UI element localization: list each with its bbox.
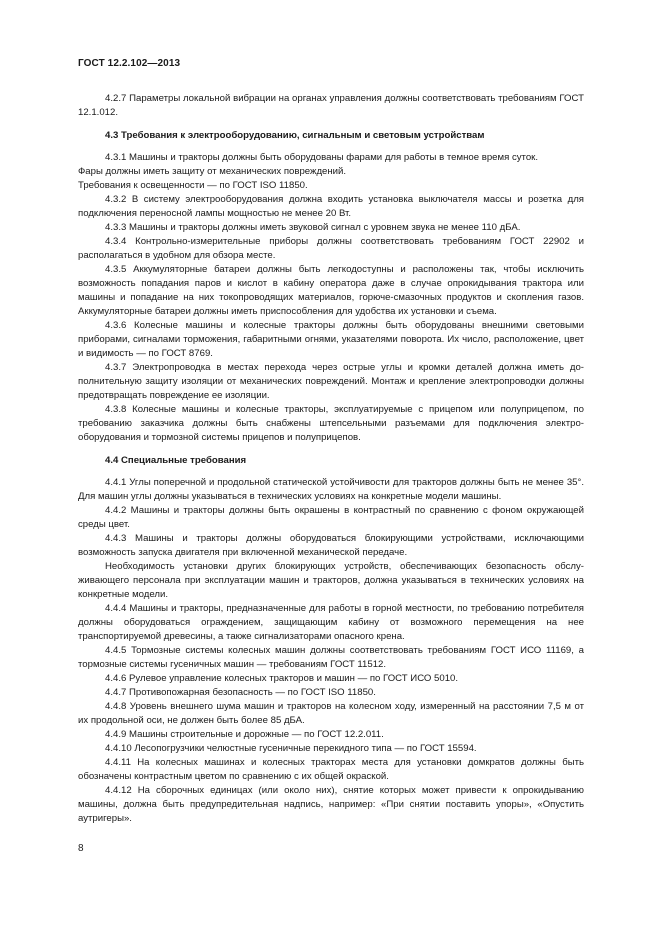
paragraph-4-3-8: 4.3.8 Колесные машины и колесные тракторы, эксплуатируемые с прицепом или полуприцепом, по требованию заказчика должны быть снабжены штепсельными разъемами для подключения электрооборудования и тормозной системы прицепов и полуприцепов. bbox=[78, 404, 584, 443]
section-heading-4-3: 4.3 Требования к электрооборудованию, сигнальным и световым устройствам bbox=[105, 130, 485, 141]
paragraph-4-4-4: 4.4.4 Машины и тракторы, предназначенные для работы в горной местности, по требованию потребителя должны оборудоваться ограждением, защищающим кабину от возможного перемещения на нее транспортируемой древесины, а также сигнализаторами опасного крена. bbox=[78, 603, 584, 642]
paragraph-4-4-8: 4.4.8 Уровень внешнего шума машин и тракторов на колесном ходу, измеренный на расстоянии 7,5 м от их продольной оси, не должен быть более 85 дБА. bbox=[78, 701, 584, 726]
paragraph-4-4-5: 4.4.5 Тормозные системы колесных машин должны соответствовать требованиям ГОСТ ИСО 11169, а тормозные системы гусеничных машин — требованиям ГОСТ 11512. bbox=[78, 645, 584, 670]
paragraph-4-4-12: 4.4.12 На сборочных единицах (или около них), снятие которых может привести к опрокидыванию машины, должна быть предупредительная надпись, например: «При снятии поставить упоры», «Опустить аутригеры». bbox=[78, 785, 584, 824]
paragraph-4-3-3: 4.3.3 Машины и тракторы должны иметь звуковой сигнал с уровнем звука не менее 110 дБА. bbox=[105, 222, 521, 233]
paragraph-4-3-5: 4.3.5 Аккумуляторные батареи должны быть легкодоступны и расположены так, чтобы исключить возможность попадания паров и кислот в кабину оператора даже в случае опрокидывания трактора или машины и попадание на них токопроводящих материалов, горюче-смазочных продуктов и скопления газов. Аккумуляторные батареи должны иметь приспособления для удобства их установки и съема. bbox=[78, 264, 584, 317]
paragraph-4-2-7: 4.2.7 Параметры локальной вибрации на органах управления должны соответствовать требованиям ГОСТ 12.1.012. bbox=[78, 93, 584, 118]
paragraph-4-4-3-b: Необходимость установки других блокирующих устройств, обеспечивающих безопасность обслуживающего персонала при эксплуатации машин и тракторов, должна указываться в технических условиях на конкретные модели. bbox=[78, 561, 584, 600]
section-heading-4-4: 4.4 Специальные требования bbox=[105, 455, 247, 466]
paragraph-4-3-2: 4.3.2 В систему электрооборудования должна входить установка выключателя массы и розетка для подключения переносной лампы мощностью не менее 20 Вт. bbox=[78, 194, 584, 219]
paragraph-4-4-2: 4.4.2 Машины и тракторы должны быть окрашены в контрастный по сравнению с фоном окружающей среды цвет. bbox=[78, 505, 584, 530]
paragraph-4-4-3: 4.4.3 Машины и тракторы должны оборудоваться блокирующими устройствами, исключающими возможность запуска двигателя при включенной механической передаче. bbox=[78, 533, 584, 558]
paragraph-4-3-6: 4.3.6 Колесные машины и колесные тракторы должны быть оборудованы внешними световыми приборами, сигналами торможения, габаритными огнями, указателями поворота. Их число, расположение, цвет и видимость — по ГОСТ 8769. bbox=[78, 320, 584, 359]
paragraph-4-4-10: 4.4.10 Лесопогрузчики челюстные гусеничные перекидного типа — по ГОСТ 15594. bbox=[105, 743, 477, 754]
paragraph-4-4-9: 4.4.9 Машины строительные и дорожные — по ГОСТ 12.2.011. bbox=[105, 729, 384, 740]
paragraph-4-4-1: 4.4.1 Углы поперечной и продольной статической устойчивости для тракторов должны быть не менее 35°. Для машин углы должны указываться в технических условиях на конкретные модели машины. bbox=[78, 477, 584, 502]
paragraph-4-3-1: 4.3.1 Машины и тракторы должны быть оборудованы фарами для работы в темное время суток. bbox=[105, 152, 539, 163]
page-number: 8 bbox=[78, 843, 84, 854]
paragraph-4-3-7: 4.3.7 Электропроводка в местах перехода через острые углы и кромки деталей должна иметь дополнительную защиту изоляции от механических повреждений. Монтаж и крепление электропроводки должны предотвращать повреждение ее изоляции. bbox=[78, 362, 584, 401]
document-header-title: ГОСТ 12.2.102—2013 bbox=[78, 58, 181, 69]
paragraph-4-4-6: 4.4.6 Рулевое управление колесных тракторов и машин — по ГОСТ ИСО 5010. bbox=[105, 673, 459, 684]
paragraph-4-3-1-b: Фары должны иметь защиту от механических повреждений. bbox=[78, 166, 347, 177]
paragraph-4-4-7: 4.4.7 Противопожарная безопасность — по ГОСТ ISO 11850. bbox=[105, 687, 376, 698]
paragraph-4-3-1-c: Требования к освещенности — по ГОСТ ISO 11850. bbox=[78, 180, 308, 191]
paragraph-4-3-4: 4.3.4 Контрольно-измерительные приборы должны соответствовать требованиям ГОСТ 22902 и располагаться в удобном для обзора месте. bbox=[78, 236, 584, 261]
paragraph-4-4-11: 4.4.11 На колесных машинах и колесных тракторах места для установки домкратов должны быть обозначены контрастным цветом по сравнению с их общей окраской. bbox=[78, 757, 584, 782]
document-body bbox=[78, 92, 584, 826]
